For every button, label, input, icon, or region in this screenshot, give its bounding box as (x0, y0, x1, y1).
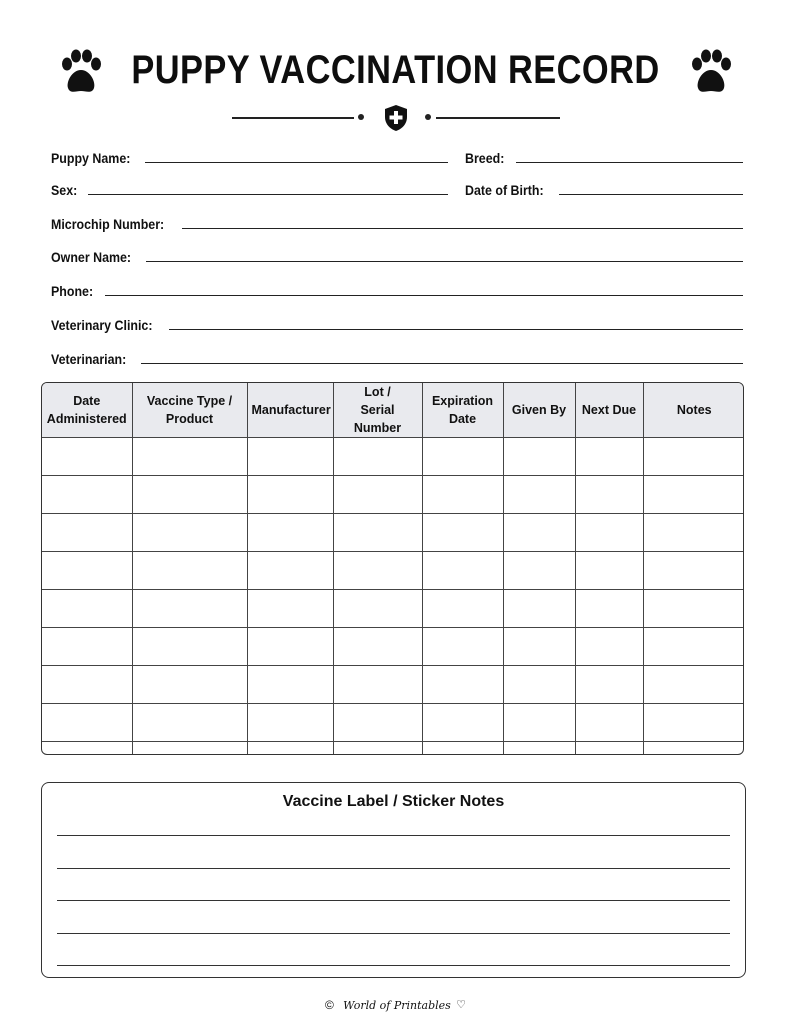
table-header-row (42, 383, 744, 438)
sticker-notes-title: Vaccine Label / Sticker Notes (282, 793, 505, 810)
table-row (42, 438, 744, 476)
medical-shield-icon (383, 104, 409, 132)
table-cell[interactable] (132, 552, 247, 590)
footer (0, 998, 791, 1012)
puppy-name-label: Puppy Name: (51, 151, 131, 166)
veterinary-clinic-field[interactable] (51, 311, 743, 333)
vaccination-table (41, 382, 744, 755)
notes-writing-line[interactable] (57, 868, 730, 869)
table-cell[interactable] (503, 514, 575, 552)
table-cell[interactable] (247, 438, 333, 476)
table-cell[interactable] (247, 704, 333, 742)
table-cell[interactable] (132, 476, 247, 514)
table-row (42, 704, 744, 742)
phone-label: Phone: (51, 284, 94, 299)
table-cell[interactable] (247, 514, 333, 552)
header-notes: Notes (643, 383, 744, 438)
microchip-number-field[interactable] (51, 210, 743, 232)
table-cell[interactable] (42, 590, 132, 628)
table-cell[interactable] (503, 438, 575, 476)
table-cell[interactable] (422, 704, 503, 742)
microchip-number-label: Microchip Number: (51, 217, 165, 232)
heart-icon: ♡ (456, 999, 467, 1011)
table-cell[interactable] (422, 666, 503, 704)
table-row (42, 628, 744, 666)
header-manufacturer: Manufacturer (247, 383, 333, 438)
breed-label: Breed: (465, 151, 505, 166)
table-cell[interactable] (643, 704, 744, 742)
table-cell[interactable] (42, 666, 132, 704)
divider-line-right (436, 117, 560, 119)
table-cell[interactable] (422, 552, 503, 590)
table-cell[interactable] (42, 438, 132, 476)
phone-line[interactable] (105, 294, 743, 296)
table-row (42, 476, 744, 514)
table-cell[interactable] (575, 704, 643, 742)
veterinarian-line[interactable] (141, 362, 743, 364)
table-cell[interactable] (333, 628, 422, 666)
notes-writing-line[interactable] (57, 835, 730, 836)
puppy-name-line[interactable] (145, 161, 448, 163)
table-cell[interactable] (503, 666, 575, 704)
table-cell[interactable] (503, 552, 575, 590)
divider-line-left (232, 117, 354, 119)
table-cell[interactable] (503, 628, 575, 666)
table-row (42, 552, 744, 590)
notes-writing-line[interactable] (57, 933, 730, 934)
table-cell[interactable] (643, 742, 744, 756)
table-cell[interactable] (247, 590, 333, 628)
table-cell[interactable] (333, 742, 422, 756)
table-body (42, 438, 744, 756)
header (0, 40, 791, 110)
divider-dot-left (358, 114, 364, 120)
veterinarian-field[interactable] (51, 345, 743, 367)
table-cell[interactable] (575, 552, 643, 590)
date-of-birth-field[interactable] (465, 176, 743, 198)
puppy-name-field[interactable] (51, 144, 448, 166)
table-cell[interactable] (132, 590, 247, 628)
table-cell[interactable] (42, 628, 132, 666)
table-cell[interactable] (575, 666, 643, 704)
table-cell[interactable] (333, 476, 422, 514)
table-cell[interactable] (247, 552, 333, 590)
table-cell[interactable] (643, 590, 744, 628)
table-cell[interactable] (132, 514, 247, 552)
table-cell[interactable] (247, 742, 333, 756)
table-cell[interactable] (503, 590, 575, 628)
table-cell[interactable] (132, 704, 247, 742)
header-next-due: Next Due (575, 383, 643, 438)
table-cell[interactable] (333, 704, 422, 742)
table-row (42, 666, 744, 704)
table-cell[interactable] (575, 742, 643, 756)
table-cell[interactable] (42, 476, 132, 514)
table-cell[interactable] (643, 438, 744, 476)
header-given-by: Given By (503, 383, 575, 438)
header-expiration-date: Expiration Date (422, 383, 503, 438)
table-cell[interactable] (575, 438, 643, 476)
sex-line[interactable] (88, 193, 448, 195)
copyright-symbol: © (324, 998, 334, 1012)
table-cell[interactable] (503, 742, 575, 756)
phone-field[interactable] (51, 277, 743, 299)
header-lot-serial: Lot / Serial Number (333, 383, 422, 438)
table-cell[interactable] (42, 552, 132, 590)
table-cell[interactable] (132, 628, 247, 666)
table-cell[interactable] (247, 666, 333, 704)
table-cell[interactable] (42, 514, 132, 552)
table-row (42, 590, 744, 628)
sex-field[interactable] (51, 176, 448, 198)
divider-dot-right (425, 114, 431, 120)
owner-name-field[interactable] (51, 243, 743, 265)
table-cell[interactable] (503, 476, 575, 514)
table-cell[interactable] (643, 514, 744, 552)
page-title: PUPPY VACCINATION RECORD (131, 48, 660, 92)
table-row (42, 514, 744, 552)
table-cell[interactable] (247, 628, 333, 666)
table-cell[interactable] (422, 742, 503, 756)
veterinarian-label: Veterinarian: (51, 352, 127, 367)
title-divider (0, 102, 791, 132)
microchip-number-line[interactable] (182, 227, 743, 229)
owner-name-line[interactable] (146, 260, 743, 262)
table-cell[interactable] (503, 704, 575, 742)
table-cell[interactable] (643, 628, 744, 666)
table-cell[interactable] (422, 438, 503, 476)
table-cell[interactable] (333, 514, 422, 552)
table-cell[interactable] (132, 438, 247, 476)
notes-writing-line[interactable] (57, 965, 730, 966)
table-cell[interactable] (42, 742, 132, 756)
table-cell[interactable] (575, 590, 643, 628)
table-cell[interactable] (575, 628, 643, 666)
table-cell[interactable] (247, 476, 333, 514)
breed-field[interactable] (465, 144, 743, 166)
table-cell[interactable] (643, 666, 744, 704)
table-cell[interactable] (333, 438, 422, 476)
table-cell[interactable] (575, 476, 643, 514)
table-cell[interactable] (333, 590, 422, 628)
brand-name: World of Printables (343, 999, 451, 1012)
paw-print-icon (686, 48, 736, 98)
table-row (42, 742, 744, 756)
table-cell[interactable] (333, 666, 422, 704)
header-date-administered: Date Administered (42, 383, 132, 438)
table-cell[interactable] (42, 704, 132, 742)
header-vaccine-type: Vaccine Type / Product (132, 383, 247, 438)
table-cell[interactable] (132, 742, 247, 756)
table-cell[interactable] (422, 514, 503, 552)
table-cell[interactable] (333, 552, 422, 590)
owner-name-label: Owner Name: (51, 250, 132, 265)
table-cell[interactable] (643, 552, 744, 590)
table-cell[interactable] (132, 666, 247, 704)
table-cell[interactable] (422, 628, 503, 666)
veterinary-clinic-label: Veterinary Clinic: (51, 318, 153, 333)
table-cell[interactable] (422, 590, 503, 628)
table-cell[interactable] (643, 476, 744, 514)
sex-label: Sex: (51, 183, 78, 198)
notes-writing-line[interactable] (57, 900, 730, 901)
date-of-birth-line[interactable] (559, 193, 744, 195)
breed-line[interactable] (516, 161, 743, 163)
veterinary-clinic-line[interactable] (169, 328, 743, 330)
table-cell[interactable] (422, 476, 503, 514)
date-of-birth-label: Date of Birth: (465, 183, 544, 198)
sticker-notes-box (41, 782, 746, 978)
table-cell[interactable] (575, 514, 643, 552)
